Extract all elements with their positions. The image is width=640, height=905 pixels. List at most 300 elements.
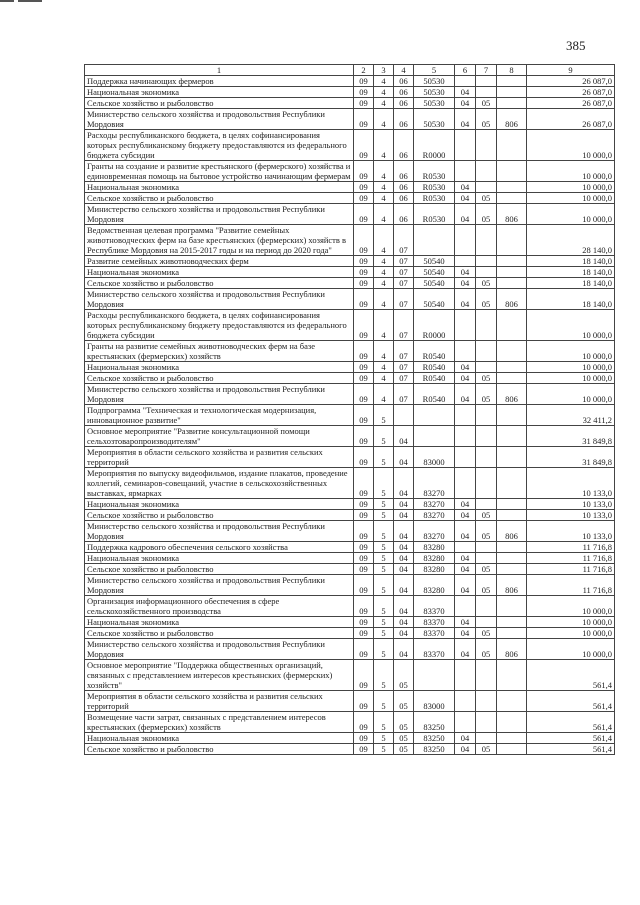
subsection-code-cell bbox=[476, 691, 497, 712]
amount-cell: 10 000,0 bbox=[527, 310, 615, 341]
subprogram-code-cell: 4 bbox=[374, 98, 394, 109]
table-row bbox=[85, 109, 615, 130]
section-code-cell bbox=[455, 542, 476, 553]
chapter-code-cell: 09 bbox=[354, 161, 374, 182]
chapter-code-cell: 09 bbox=[354, 98, 374, 109]
section-code-cell bbox=[455, 161, 476, 182]
expense-name-cell: Расходы республиканского бюджета, в целях софинансирования которых республиканскому бюджету предоставляются из федерального бюджета субсидии bbox=[85, 130, 354, 161]
direction-code-cell bbox=[414, 405, 455, 426]
expense-type-cell bbox=[497, 447, 527, 468]
expense-type-cell bbox=[497, 564, 527, 575]
section-code-cell: 04 bbox=[455, 639, 476, 660]
amount-cell: 10 000,0 bbox=[527, 639, 615, 660]
activity-code-cell: 04 bbox=[394, 468, 414, 499]
table-row bbox=[85, 405, 615, 426]
expense-type-cell bbox=[497, 426, 527, 447]
subprogram-code-cell: 4 bbox=[374, 341, 394, 362]
column-header: 9 bbox=[527, 65, 615, 76]
expense-name-cell: Национальная экономика bbox=[85, 267, 354, 278]
table-row bbox=[85, 204, 615, 225]
amount-cell: 11 716,8 bbox=[527, 564, 615, 575]
expense-name-cell: Национальная экономика bbox=[85, 87, 354, 98]
expense-name-cell: Поддержка кадрового обеспечения сельского хозяйства bbox=[85, 542, 354, 553]
amount-cell: 31 849,8 bbox=[527, 447, 615, 468]
expense-name-cell: Национальная экономика bbox=[85, 733, 354, 744]
activity-code-cell: 07 bbox=[394, 278, 414, 289]
expense-type-cell: 806 bbox=[497, 204, 527, 225]
column-header: 6 bbox=[455, 65, 476, 76]
direction-code-cell: 83270 bbox=[414, 510, 455, 521]
column-header: 3 bbox=[374, 65, 394, 76]
expense-name-cell: Мероприятия в области сельского хозяйства и развития сельских территорий bbox=[85, 691, 354, 712]
subprogram-code-cell: 5 bbox=[374, 596, 394, 617]
direction-code-cell: 50530 bbox=[414, 98, 455, 109]
expense-type-cell bbox=[497, 628, 527, 639]
direction-code-cell: 50540 bbox=[414, 278, 455, 289]
activity-code-cell: 04 bbox=[394, 628, 414, 639]
chapter-code-cell: 09 bbox=[354, 521, 374, 542]
table-row bbox=[85, 193, 615, 204]
direction-code-cell bbox=[414, 660, 455, 691]
direction-code-cell: 83370 bbox=[414, 596, 455, 617]
subsection-code-cell bbox=[476, 660, 497, 691]
amount-cell: 10 000,0 bbox=[527, 362, 615, 373]
activity-code-cell: 06 bbox=[394, 98, 414, 109]
chapter-code-cell: 09 bbox=[354, 182, 374, 193]
expense-name-cell: Гранты на развитие семейных животноводческих ферм на базе крестьянских (фермерских) хозяйств bbox=[85, 341, 354, 362]
subprogram-code-cell: 4 bbox=[374, 87, 394, 98]
column-header: 8 bbox=[497, 65, 527, 76]
subsection-code-cell: 05 bbox=[476, 278, 497, 289]
subsection-code-cell: 05 bbox=[476, 204, 497, 225]
expense-type-cell bbox=[497, 712, 527, 733]
table-row bbox=[85, 87, 615, 98]
amount-cell: 10 000,0 bbox=[527, 204, 615, 225]
subprogram-code-cell: 5 bbox=[374, 468, 394, 499]
table-row bbox=[85, 691, 615, 712]
subprogram-code-cell: 5 bbox=[374, 733, 394, 744]
section-code-cell: 04 bbox=[455, 499, 476, 510]
table-row bbox=[85, 521, 615, 542]
direction-code-cell: 83370 bbox=[414, 639, 455, 660]
amount-cell: 11 716,8 bbox=[527, 542, 615, 553]
section-code-cell: 04 bbox=[455, 510, 476, 521]
section-code-cell bbox=[455, 225, 476, 256]
direction-code-cell: 83000 bbox=[414, 447, 455, 468]
column-header: 1 bbox=[85, 65, 354, 76]
direction-code-cell: R0000 bbox=[414, 310, 455, 341]
section-code-cell: 04 bbox=[455, 521, 476, 542]
expense-name-cell: Министерство сельского хозяйства и продовольствия Республики Мордовия bbox=[85, 289, 354, 310]
expense-name-cell: Организация информационного обеспечения в сфере сельскохозяйственного производства bbox=[85, 596, 354, 617]
chapter-code-cell: 09 bbox=[354, 447, 374, 468]
amount-cell: 26 087,0 bbox=[527, 98, 615, 109]
activity-code-cell: 04 bbox=[394, 617, 414, 628]
subprogram-code-cell: 5 bbox=[374, 691, 394, 712]
expense-name-cell: Сельское хозяйство и рыболовство bbox=[85, 278, 354, 289]
expense-name-cell: Гранты на создание и развитие крестьянского (фермерского) хозяйства и единовременная помощь на бытовое устройство начинающим фермерам bbox=[85, 161, 354, 182]
section-code-cell: 04 bbox=[455, 744, 476, 755]
expense-type-cell bbox=[497, 130, 527, 161]
direction-code-cell: R0530 bbox=[414, 204, 455, 225]
expense-type-cell bbox=[497, 499, 527, 510]
amount-cell: 10 133,0 bbox=[527, 521, 615, 542]
direction-code-cell: 83370 bbox=[414, 617, 455, 628]
table-row bbox=[85, 744, 615, 755]
expense-type-cell bbox=[497, 510, 527, 521]
direction-code-cell bbox=[414, 426, 455, 447]
expense-name-cell: Министерство сельского хозяйства и продовольствия Республики Мордовия bbox=[85, 384, 354, 405]
section-code-cell: 04 bbox=[455, 575, 476, 596]
table-row bbox=[85, 628, 615, 639]
section-code-cell: 04 bbox=[455, 733, 476, 744]
activity-code-cell bbox=[394, 405, 414, 426]
subprogram-code-cell: 4 bbox=[374, 182, 394, 193]
direction-code-cell: 83250 bbox=[414, 733, 455, 744]
subprogram-code-cell: 4 bbox=[374, 289, 394, 310]
expense-type-cell bbox=[497, 542, 527, 553]
amount-cell: 10 000,0 bbox=[527, 617, 615, 628]
amount-cell: 10 000,0 bbox=[527, 628, 615, 639]
expense-type-cell bbox=[497, 553, 527, 564]
subprogram-code-cell: 5 bbox=[374, 405, 394, 426]
subprogram-code-cell: 5 bbox=[374, 628, 394, 639]
section-code-cell bbox=[455, 310, 476, 341]
expense-type-cell bbox=[497, 373, 527, 384]
table-row bbox=[85, 76, 615, 87]
column-header: 7 bbox=[476, 65, 497, 76]
section-code-cell: 04 bbox=[455, 289, 476, 310]
table-row bbox=[85, 553, 615, 564]
table-header-row bbox=[85, 65, 615, 76]
activity-code-cell: 06 bbox=[394, 130, 414, 161]
subsection-code-cell bbox=[476, 542, 497, 553]
direction-code-cell: R0540 bbox=[414, 384, 455, 405]
subprogram-code-cell: 5 bbox=[374, 744, 394, 755]
chapter-code-cell: 09 bbox=[354, 130, 374, 161]
subprogram-code-cell: 4 bbox=[374, 373, 394, 384]
direction-code-cell: R0530 bbox=[414, 161, 455, 182]
chapter-code-cell: 09 bbox=[354, 617, 374, 628]
table-row bbox=[85, 575, 615, 596]
direction-code-cell: R0000 bbox=[414, 130, 455, 161]
subprogram-code-cell: 5 bbox=[374, 447, 394, 468]
subsection-code-cell bbox=[476, 130, 497, 161]
table-row bbox=[85, 733, 615, 744]
expense-name-cell: Развитие семейных животноводческих ферм bbox=[85, 256, 354, 267]
expense-name-cell: Министерство сельского хозяйства и продовольствия Республики Мордовия bbox=[85, 639, 354, 660]
expense-type-cell bbox=[497, 76, 527, 87]
chapter-code-cell: 09 bbox=[354, 542, 374, 553]
direction-code-cell: 83270 bbox=[414, 521, 455, 542]
expense-type-cell bbox=[497, 691, 527, 712]
expense-type-cell: 806 bbox=[497, 639, 527, 660]
expense-name-cell: Поддержка начинающих фермеров bbox=[85, 76, 354, 87]
chapter-code-cell: 09 bbox=[354, 553, 374, 564]
subsection-code-cell: 05 bbox=[476, 98, 497, 109]
activity-code-cell: 04 bbox=[394, 596, 414, 617]
budget-table bbox=[84, 64, 615, 755]
expense-type-cell bbox=[497, 256, 527, 267]
subsection-code-cell: 05 bbox=[476, 510, 497, 521]
section-code-cell bbox=[455, 712, 476, 733]
table-row bbox=[85, 289, 615, 310]
activity-code-cell: 07 bbox=[394, 310, 414, 341]
chapter-code-cell: 09 bbox=[354, 660, 374, 691]
expense-name-cell: Мероприятия по выпуску видеофильмов, издание плакатов, проведение коллегий, семинаров-совещаний, участие в сельскохозяйственных выставках, ярмарках bbox=[85, 468, 354, 499]
table-row bbox=[85, 447, 615, 468]
subprogram-code-cell: 5 bbox=[374, 521, 394, 542]
subsection-code-cell: 05 bbox=[476, 193, 497, 204]
subprogram-code-cell: 5 bbox=[374, 426, 394, 447]
expense-type-cell: 806 bbox=[497, 109, 527, 130]
section-code-cell bbox=[455, 76, 476, 87]
subprogram-code-cell: 5 bbox=[374, 564, 394, 575]
section-code-cell bbox=[455, 426, 476, 447]
amount-cell: 18 140,0 bbox=[527, 289, 615, 310]
expense-type-cell bbox=[497, 341, 527, 362]
expense-type-cell bbox=[497, 596, 527, 617]
activity-code-cell: 04 bbox=[394, 499, 414, 510]
subprogram-code-cell: 4 bbox=[374, 310, 394, 341]
expense-type-cell bbox=[497, 660, 527, 691]
expense-type-cell bbox=[497, 98, 527, 109]
activity-code-cell: 07 bbox=[394, 267, 414, 278]
subsection-code-cell bbox=[476, 341, 497, 362]
subsection-code-cell: 05 bbox=[476, 628, 497, 639]
table-row bbox=[85, 384, 615, 405]
column-header: 2 bbox=[354, 65, 374, 76]
direction-code-cell: R0540 bbox=[414, 341, 455, 362]
subprogram-code-cell: 4 bbox=[374, 193, 394, 204]
activity-code-cell: 06 bbox=[394, 204, 414, 225]
activity-code-cell: 05 bbox=[394, 712, 414, 733]
subsection-code-cell bbox=[476, 225, 497, 256]
activity-code-cell: 06 bbox=[394, 76, 414, 87]
activity-code-cell: 06 bbox=[394, 161, 414, 182]
expense-name-cell: Национальная экономика bbox=[85, 499, 354, 510]
chapter-code-cell: 09 bbox=[354, 628, 374, 639]
expense-type-cell: 806 bbox=[497, 384, 527, 405]
activity-code-cell: 06 bbox=[394, 109, 414, 130]
table-row bbox=[85, 426, 615, 447]
table-row bbox=[85, 256, 615, 267]
subsection-code-cell bbox=[476, 182, 497, 193]
direction-code-cell: R0540 bbox=[414, 362, 455, 373]
expense-type-cell bbox=[497, 161, 527, 182]
section-code-cell: 04 bbox=[455, 87, 476, 98]
subprogram-code-cell: 4 bbox=[374, 109, 394, 130]
amount-cell: 26 087,0 bbox=[527, 76, 615, 87]
expense-name-cell: Сельское хозяйство и рыболовство bbox=[85, 744, 354, 755]
direction-code-cell: R0530 bbox=[414, 193, 455, 204]
chapter-code-cell: 09 bbox=[354, 564, 374, 575]
expense-name-cell: Сельское хозяйство и рыболовство bbox=[85, 510, 354, 521]
expense-type-cell bbox=[497, 733, 527, 744]
section-code-cell: 04 bbox=[455, 384, 476, 405]
expense-name-cell: Сельское хозяйство и рыболовство bbox=[85, 193, 354, 204]
subsection-code-cell bbox=[476, 405, 497, 426]
table-row bbox=[85, 362, 615, 373]
subsection-code-cell bbox=[476, 596, 497, 617]
table-row bbox=[85, 639, 615, 660]
activity-code-cell: 04 bbox=[394, 447, 414, 468]
activity-code-cell: 07 bbox=[394, 225, 414, 256]
activity-code-cell: 06 bbox=[394, 182, 414, 193]
section-code-cell bbox=[455, 341, 476, 362]
subsection-code-cell: 05 bbox=[476, 373, 497, 384]
section-code-cell: 04 bbox=[455, 267, 476, 278]
table-row bbox=[85, 278, 615, 289]
activity-code-cell: 07 bbox=[394, 341, 414, 362]
amount-cell: 10 000,0 bbox=[527, 182, 615, 193]
activity-code-cell: 04 bbox=[394, 639, 414, 660]
amount-cell: 10 133,0 bbox=[527, 499, 615, 510]
chapter-code-cell: 09 bbox=[354, 405, 374, 426]
amount-cell: 10 000,0 bbox=[527, 161, 615, 182]
table-row bbox=[85, 98, 615, 109]
activity-code-cell: 06 bbox=[394, 87, 414, 98]
direction-code-cell: 50530 bbox=[414, 87, 455, 98]
subsection-code-cell bbox=[476, 447, 497, 468]
amount-cell: 31 849,8 bbox=[527, 426, 615, 447]
subsection-code-cell bbox=[476, 733, 497, 744]
section-code-cell bbox=[455, 596, 476, 617]
expense-type-cell: 806 bbox=[497, 289, 527, 310]
chapter-code-cell: 09 bbox=[354, 744, 374, 755]
table-row bbox=[85, 267, 615, 278]
subprogram-code-cell: 4 bbox=[374, 256, 394, 267]
amount-cell: 18 140,0 bbox=[527, 267, 615, 278]
amount-cell: 10 133,0 bbox=[527, 510, 615, 521]
subprogram-code-cell: 4 bbox=[374, 362, 394, 373]
chapter-code-cell: 09 bbox=[354, 691, 374, 712]
subprogram-code-cell: 4 bbox=[374, 161, 394, 182]
amount-cell: 18 140,0 bbox=[527, 278, 615, 289]
section-code-cell bbox=[455, 691, 476, 712]
expense-name-cell: Национальная экономика bbox=[85, 617, 354, 628]
subsection-code-cell bbox=[476, 161, 497, 182]
expense-name-cell: Национальная экономика bbox=[85, 553, 354, 564]
direction-code-cell: 83000 bbox=[414, 691, 455, 712]
subsection-code-cell bbox=[476, 617, 497, 628]
direction-code-cell: 83250 bbox=[414, 744, 455, 755]
expense-type-cell bbox=[497, 267, 527, 278]
subprogram-code-cell: 4 bbox=[374, 225, 394, 256]
expense-type-cell bbox=[497, 278, 527, 289]
amount-cell: 10 000,0 bbox=[527, 596, 615, 617]
expense-name-cell: Национальная экономика bbox=[85, 362, 354, 373]
table-row bbox=[85, 596, 615, 617]
chapter-code-cell: 09 bbox=[354, 225, 374, 256]
expense-type-cell bbox=[497, 617, 527, 628]
table-row bbox=[85, 341, 615, 362]
direction-code-cell: 83370 bbox=[414, 628, 455, 639]
scan-corner-mark bbox=[18, 0, 42, 2]
activity-code-cell: 04 bbox=[394, 564, 414, 575]
section-code-cell bbox=[455, 405, 476, 426]
expense-type-cell: 806 bbox=[497, 521, 527, 542]
direction-code-cell: 83280 bbox=[414, 542, 455, 553]
chapter-code-cell: 09 bbox=[354, 341, 374, 362]
expense-name-cell: Ведомственная целевая программа "Развитие семейных животноводческих ферм на базе крестьянских (фермерских) хозяйств в Республике Мордовия на 2015-2017 годы и на период до 2020 года" bbox=[85, 225, 354, 256]
section-code-cell: 04 bbox=[455, 628, 476, 639]
subsection-code-cell bbox=[476, 426, 497, 447]
subprogram-code-cell: 4 bbox=[374, 384, 394, 405]
subprogram-code-cell: 4 bbox=[374, 278, 394, 289]
expense-name-cell: Основное мероприятие "Развитие консультационной помощи сельхозтоваропроизводителям" bbox=[85, 426, 354, 447]
activity-code-cell: 04 bbox=[394, 426, 414, 447]
expense-name-cell: Сельское хозяйство и рыболовство bbox=[85, 98, 354, 109]
direction-code-cell: 83280 bbox=[414, 575, 455, 596]
chapter-code-cell: 09 bbox=[354, 289, 374, 310]
expense-type-cell bbox=[497, 405, 527, 426]
direction-code-cell: 83270 bbox=[414, 499, 455, 510]
activity-code-cell: 04 bbox=[394, 510, 414, 521]
section-code-cell: 04 bbox=[455, 109, 476, 130]
chapter-code-cell: 09 bbox=[354, 510, 374, 521]
subsection-code-cell: 05 bbox=[476, 575, 497, 596]
amount-cell: 10 000,0 bbox=[527, 130, 615, 161]
subprogram-code-cell: 4 bbox=[374, 130, 394, 161]
subprogram-code-cell: 5 bbox=[374, 510, 394, 521]
amount-cell: 10 000,0 bbox=[527, 193, 615, 204]
subprogram-code-cell: 5 bbox=[374, 639, 394, 660]
activity-code-cell: 07 bbox=[394, 289, 414, 310]
activity-code-cell: 06 bbox=[394, 193, 414, 204]
activity-code-cell: 07 bbox=[394, 362, 414, 373]
table-row bbox=[85, 564, 615, 575]
direction-code-cell: 83270 bbox=[414, 468, 455, 499]
table-row bbox=[85, 510, 615, 521]
subsection-code-cell bbox=[476, 362, 497, 373]
amount-cell: 10 133,0 bbox=[527, 468, 615, 499]
subsection-code-cell: 05 bbox=[476, 109, 497, 130]
table-row bbox=[85, 373, 615, 384]
section-code-cell: 04 bbox=[455, 362, 476, 373]
subsection-code-cell bbox=[476, 553, 497, 564]
direction-code-cell: 50540 bbox=[414, 256, 455, 267]
subsection-code-cell bbox=[476, 712, 497, 733]
subsection-code-cell bbox=[476, 256, 497, 267]
chapter-code-cell: 09 bbox=[354, 362, 374, 373]
chapter-code-cell: 09 bbox=[354, 596, 374, 617]
section-code-cell: 04 bbox=[455, 182, 476, 193]
chapter-code-cell: 09 bbox=[354, 193, 374, 204]
section-code-cell bbox=[455, 447, 476, 468]
chapter-code-cell: 09 bbox=[354, 468, 374, 499]
activity-code-cell: 04 bbox=[394, 575, 414, 596]
chapter-code-cell: 09 bbox=[354, 373, 374, 384]
expense-type-cell bbox=[497, 87, 527, 98]
amount-cell: 561,4 bbox=[527, 712, 615, 733]
direction-code-cell: 83250 bbox=[414, 712, 455, 733]
chapter-code-cell: 09 bbox=[354, 204, 374, 225]
expense-name-cell: Подпрограмма "Техническая и технологическая модернизация, инновационное развитие" bbox=[85, 405, 354, 426]
table-row bbox=[85, 468, 615, 499]
activity-code-cell: 04 bbox=[394, 521, 414, 542]
table-row bbox=[85, 161, 615, 182]
section-code-cell bbox=[455, 468, 476, 499]
direction-code-cell: 50530 bbox=[414, 109, 455, 130]
activity-code-cell: 07 bbox=[394, 373, 414, 384]
activity-code-cell: 05 bbox=[394, 733, 414, 744]
expense-name-cell: Министерство сельского хозяйства и продовольствия Республики Мордовия bbox=[85, 204, 354, 225]
amount-cell: 10 000,0 bbox=[527, 341, 615, 362]
subsection-code-cell: 05 bbox=[476, 521, 497, 542]
subsection-code-cell: 05 bbox=[476, 744, 497, 755]
section-code-cell: 04 bbox=[455, 617, 476, 628]
